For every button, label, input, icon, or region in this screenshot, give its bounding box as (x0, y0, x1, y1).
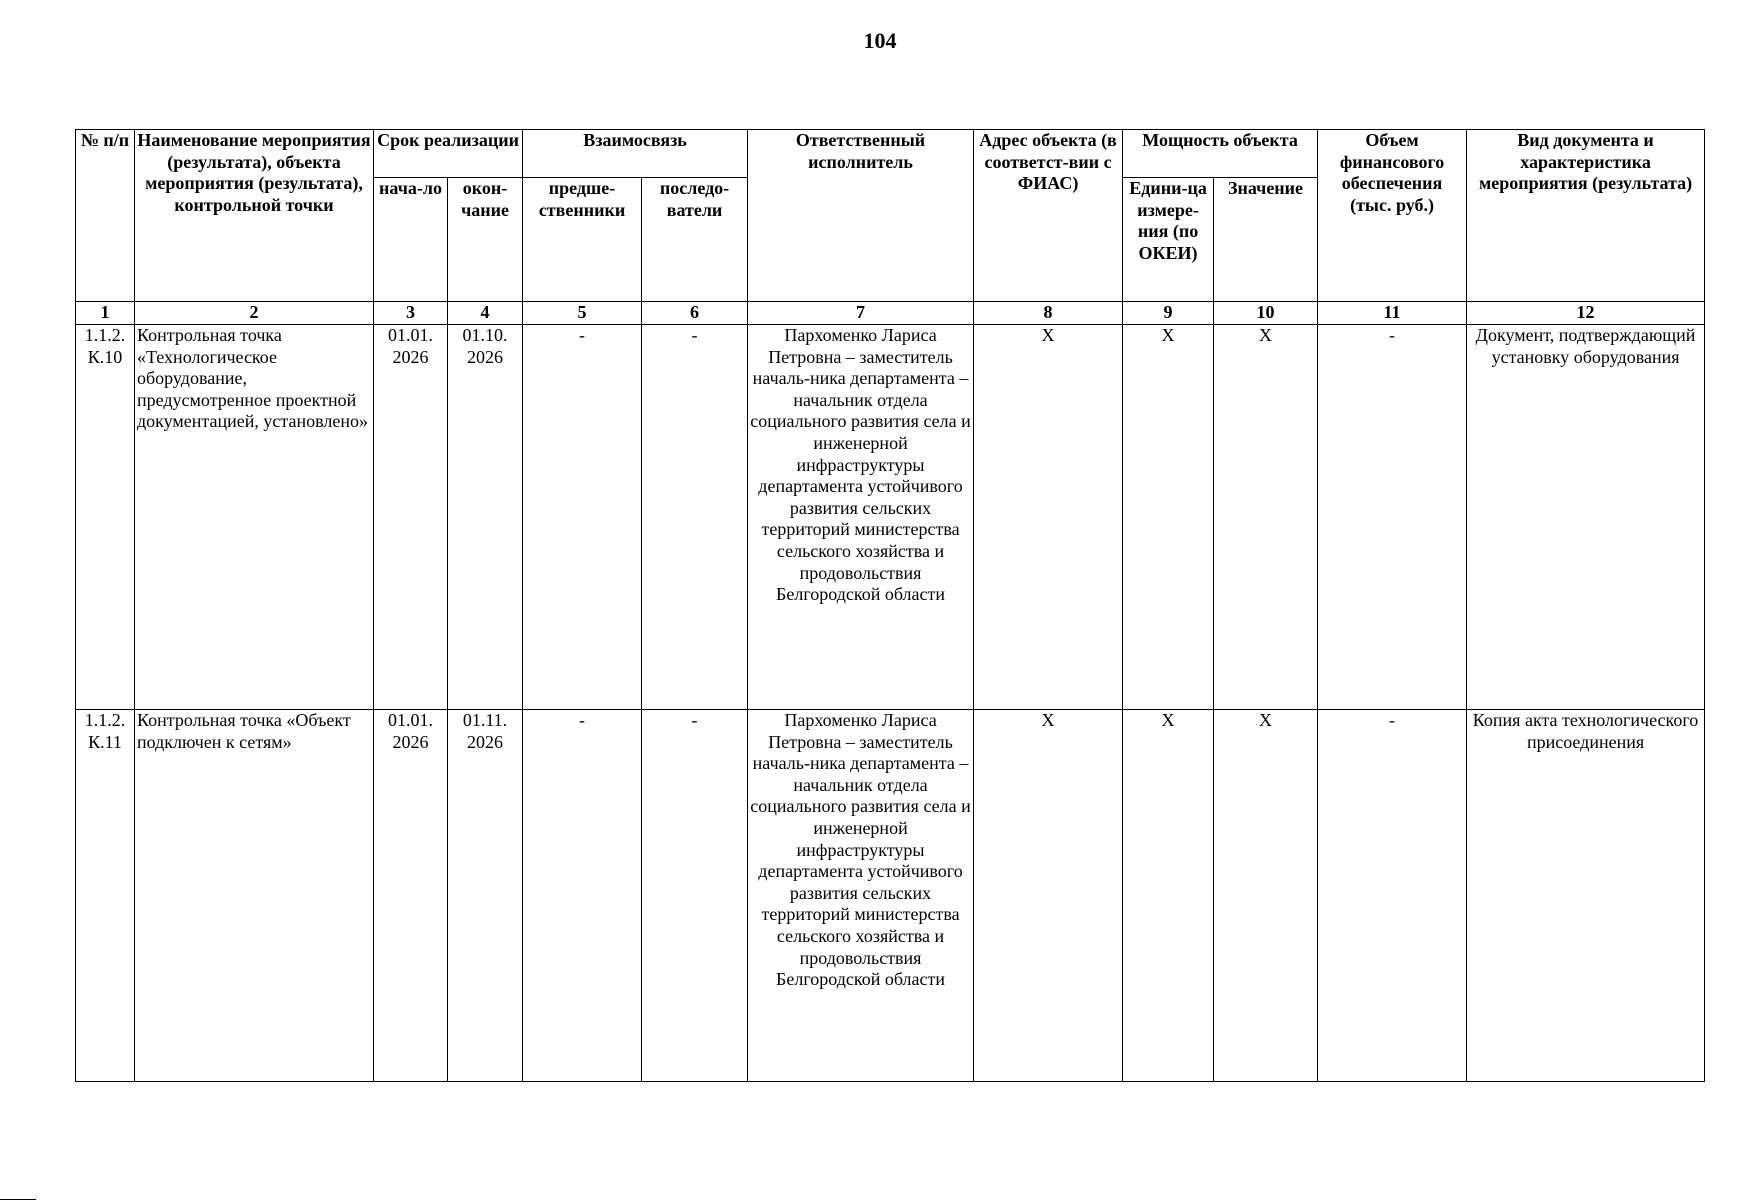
header-unit: Едини-ца измере-ния (по ОКЕИ) (1123, 178, 1214, 302)
page-number: 104 (863, 28, 897, 53)
row-responsible: Пархоменко Лариса Петровна – заместитель началь-ника департамента – начальник отдела социального развития села и инженерной инфраструктуры департамента устойчивого развития сельских территорий министерства сельского хозяйства и продовольствия Белгородской области (748, 710, 974, 1082)
column-number: 7 (748, 302, 974, 325)
row-name: Контрольная точка «Технологическое оборудование, предусмотренное проектной документацией, установлено» (135, 325, 374, 710)
column-number: 5 (523, 302, 642, 325)
header-successors: последо-ватели (642, 178, 748, 302)
row-finance: - (1318, 710, 1467, 1082)
row-address: X (974, 325, 1123, 710)
row-successors: - (642, 325, 748, 710)
header-relation: Взаимосвязь (523, 130, 748, 178)
row-unit: X (1123, 325, 1214, 710)
header-start: нача-ло (374, 178, 448, 302)
column-number: 2 (135, 302, 374, 325)
column-number: 6 (642, 302, 748, 325)
column-number: 11 (1318, 302, 1467, 325)
column-number: 1 (76, 302, 135, 325)
row-number: 1.1.2. К.11 (76, 710, 135, 1082)
header-document: Вид документа и характеристика мероприятия (результата) (1467, 130, 1705, 302)
row-value: X (1214, 325, 1318, 710)
column-number: 12 (1467, 302, 1705, 325)
header-predecessors: предше-ственники (523, 178, 642, 302)
row-responsible: Пархоменко Лариса Петровна – заместитель началь-ника департамента – начальник отдела социального развития села и инженерной инфраструктуры департамента устойчивого развития сельских территорий министерства сельского хозяйства и продовольствия Белгородской области (748, 325, 974, 710)
header-num: № п/п (76, 130, 135, 302)
row-start-date: 01.01. 2026 (374, 710, 448, 1082)
column-number: 4 (448, 302, 523, 325)
measures-table (75, 129, 1705, 1082)
header-end: окон-чание (448, 178, 523, 302)
row-finance: - (1318, 325, 1467, 710)
row-address: X (974, 710, 1123, 1082)
row-document: Документ, подтверждающий установку оборудования (1467, 325, 1705, 710)
header-capacity: Мощность объекта (1123, 130, 1318, 178)
column-number: 8 (974, 302, 1123, 325)
row-name: Контрольная точка «Объект подключен к сетям» (135, 710, 374, 1082)
column-number: 3 (374, 302, 448, 325)
header-period: Срок реализации (374, 130, 523, 178)
row-value: X (1214, 710, 1318, 1082)
header-name: Наименование мероприятия (результата), объекта мероприятия (результата), контрольной точки (135, 130, 374, 302)
header-responsible: Ответственный исполнитель (748, 130, 974, 302)
row-unit: X (1123, 710, 1214, 1082)
row-predecessors: - (523, 710, 642, 1082)
column-number: 10 (1214, 302, 1318, 325)
row-end-date: 01.10. 2026 (448, 325, 523, 710)
header-finance: Объем финансового обеспечения (тыс. руб.) (1318, 130, 1467, 302)
header-value: Значение (1214, 178, 1318, 302)
table-row (76, 325, 1705, 710)
column-number: 9 (1123, 302, 1214, 325)
table-row (76, 710, 1705, 1082)
header-address: Адрес объекта (в соответст-вии с ФИАС) (974, 130, 1123, 302)
row-number: 1.1.2. К.10 (76, 325, 135, 710)
row-predecessors: - (523, 325, 642, 710)
row-start-date: 01.01. 2026 (374, 325, 448, 710)
row-successors: - (642, 710, 748, 1082)
row-end-date: 01.11. 2026 (448, 710, 523, 1082)
row-document: Копия акта технологического присоединения (1467, 710, 1705, 1082)
